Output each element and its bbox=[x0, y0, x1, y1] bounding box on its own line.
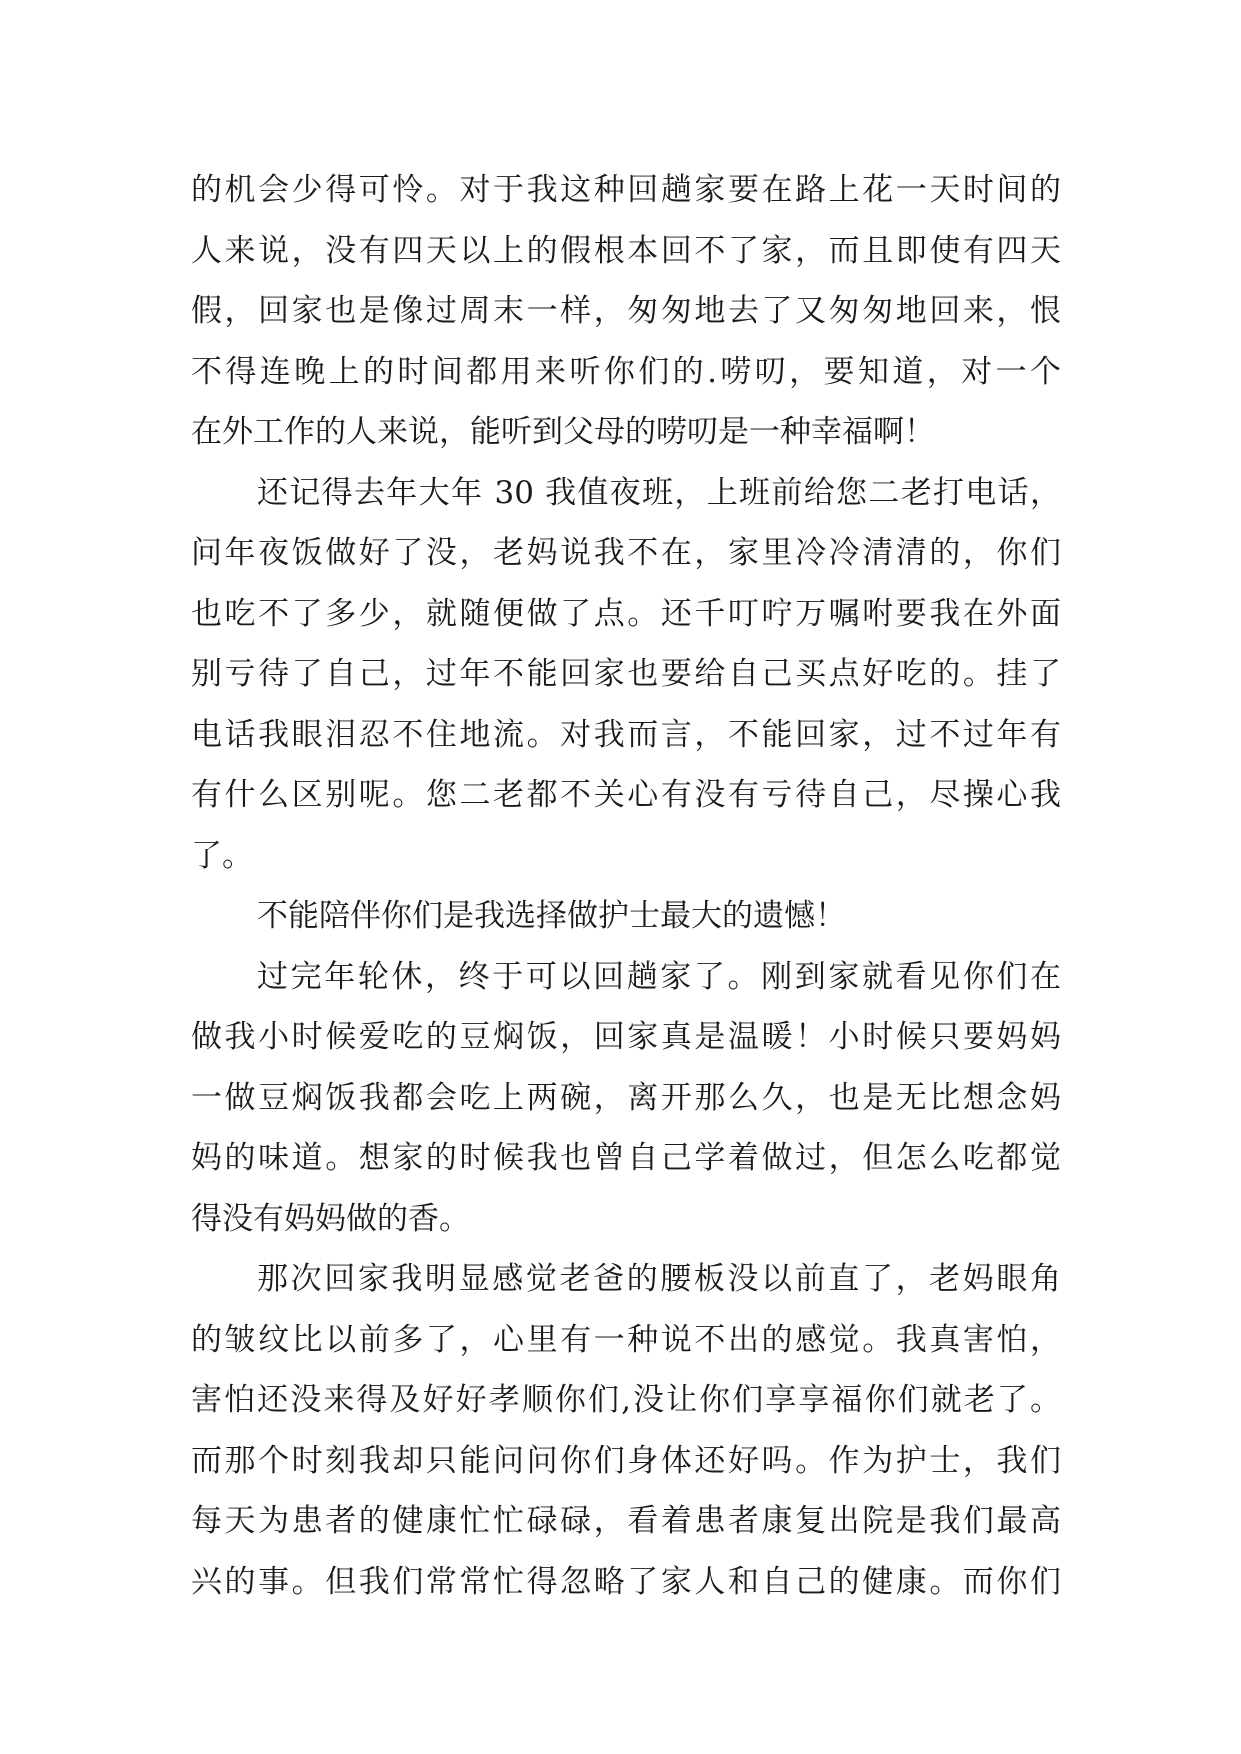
text-line: 而那个时刻我却只能问问你们身体还好吗。作为护士，我们 bbox=[191, 1442, 1061, 1479]
paragraph bbox=[191, 886, 1061, 947]
text-line: 不得连晚上的时间都用来听你们的.唠叨，要知道，对一个 bbox=[191, 353, 1061, 390]
document-body bbox=[191, 160, 1061, 1612]
text-line: 一做豆焖饭我都会吃上两碗，离开那么久，也是无比想念妈 bbox=[191, 1079, 1061, 1116]
text-line: 问年夜饭做好了没，老妈说我不在，家里冷冷清清的，你们 bbox=[191, 535, 1061, 571]
text-line: 做我小时候爱吃的豆焖饭，回家真是温暖！小时候只要妈妈 bbox=[191, 1019, 1061, 1055]
text-line: 别亏待了自己，过年不能回家也要给自己买点好吃的。挂了 bbox=[191, 656, 1061, 692]
text-line: 过完年轮休，终于可以回趟家了。刚到家就看见你们在 bbox=[257, 958, 1061, 995]
text-line: 还记得去年大年 30 我值夜班，上班前给您二老打电话， bbox=[257, 474, 1061, 511]
text-line: 不能陪伴你们是我选择做护士最大的遗憾！ bbox=[257, 898, 846, 934]
text-line: 有什么区别呢。您二老都不关心有没有亏待自己，尽操心我 bbox=[191, 777, 1061, 813]
text-line: 害怕还没来得及好好孝顺你们,没让你们享享福你们就老了。 bbox=[191, 1382, 1061, 1418]
text-line: 每天为患者的健康忙忙碌碌，看着患者康复出院是我们最高 bbox=[191, 1503, 1061, 1539]
text-line: 兴的事。但我们常常忙得忽略了家人和自己的健康。而你们 bbox=[191, 1563, 1061, 1600]
text-line: 在外工作的人来说，能听到父母的唠叨是一种幸福啊！ bbox=[191, 414, 935, 450]
paragraph bbox=[191, 947, 1061, 1250]
text-line: 妈的味道。想家的时候我也曾自己学着做过，但怎么吃都觉 bbox=[191, 1140, 1061, 1176]
text-line: 得没有妈妈做的香。 bbox=[191, 1200, 470, 1237]
paragraph bbox=[191, 1249, 1061, 1612]
paragraph bbox=[191, 463, 1061, 887]
text-line: 人来说，没有四天以上的假根本回不了家，而且即使有四天 bbox=[191, 232, 1061, 269]
text-line: 那次回家我明显感觉老爸的腰板没以前直了，老妈眼角 bbox=[257, 1261, 1061, 1297]
text-line: 假，回家也是像过周末一样，匆匆地去了又匆匆地回来，恨 bbox=[191, 293, 1061, 329]
text-line: 的皱纹比以前多了，心里有一种说不出的感觉。我真害怕， bbox=[191, 1321, 1061, 1358]
text-line: 的机会少得可怜。对于我这种回趟家要在路上花一天时间的 bbox=[191, 172, 1061, 208]
paragraph bbox=[191, 160, 1061, 463]
text-line: 也吃不了多少，就随便做了点。还千叮咛万嘱咐要我在外面 bbox=[191, 595, 1061, 632]
text-line: 了。 bbox=[191, 837, 253, 874]
text-line: 电话我眼泪忍不住地流。对我而言，不能回家，过不过年有 bbox=[191, 716, 1061, 753]
